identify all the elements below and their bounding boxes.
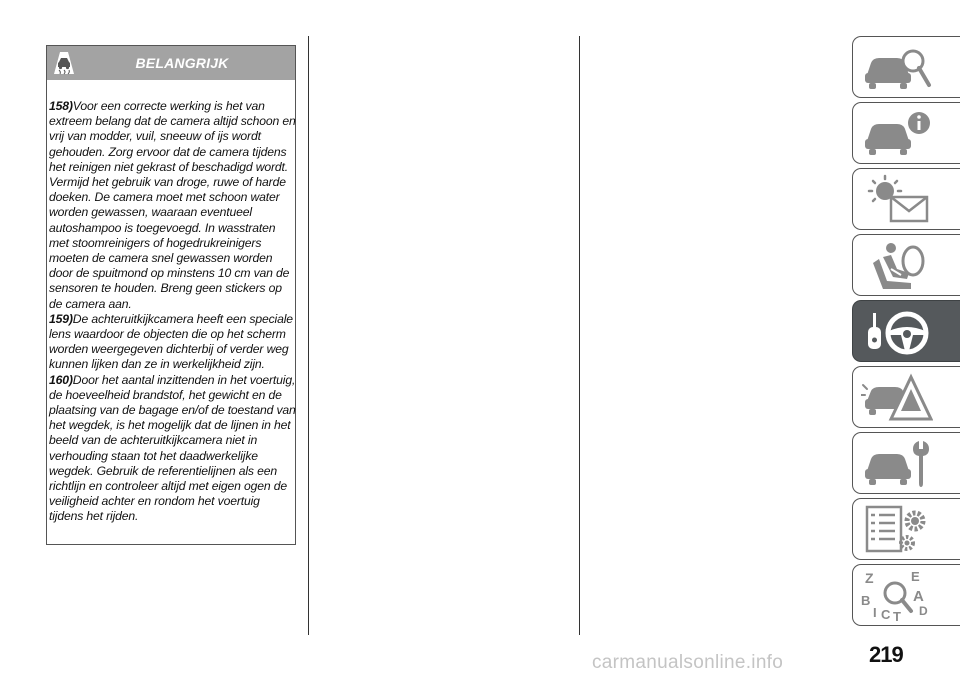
tab-maintenance[interactable] — [852, 432, 960, 494]
warning-header — [47, 46, 295, 80]
tab-car-magnifier[interactable] — [852, 36, 960, 98]
car-skid-icon — [51, 50, 77, 76]
tab-index[interactable] — [852, 564, 960, 626]
car-magnifier-icon — [861, 41, 933, 93]
warning-item — [49, 99, 297, 312]
index-letter: I — [873, 605, 877, 620]
seat-airbag-icon — [861, 239, 933, 291]
warning-box — [46, 45, 296, 545]
index-letter: E — [911, 569, 920, 584]
warning-title: BELANGRIJK — [135, 55, 229, 71]
tab-car-info[interactable] — [852, 102, 960, 164]
specs-list-gear-icon — [861, 503, 933, 555]
column-divider — [579, 36, 580, 635]
item-number: 160) — [49, 372, 73, 387]
tab-warning-lights[interactable] — [852, 168, 960, 230]
car-info-icon — [861, 107, 933, 159]
index-letter: Z — [865, 570, 874, 586]
item-number: 159) — [49, 311, 73, 326]
index-letter: B — [861, 593, 871, 608]
index-letter: C — [881, 607, 891, 621]
tab-technical-data[interactable] — [852, 498, 960, 560]
warning-item — [49, 312, 297, 373]
index-letter: T — [893, 609, 901, 621]
column-divider — [308, 36, 309, 635]
page-number: 219 — [869, 642, 903, 667]
warning-body — [47, 80, 297, 525]
item-text: De achteruitkijkcamera heeft een speciale lens waardoor de objecten die op het scherm worden weergegeven dichterbij of verder weg kunnen lijken dan ze in werkelijkheid zijn. — [49, 311, 293, 372]
item-number: 158) — [49, 99, 73, 113]
alphabet-index-icon — [861, 569, 933, 621]
watermark: carmanualsonline.info — [592, 652, 784, 673]
car-warning-triangle-icon — [861, 371, 933, 423]
item-text: Door het aantal inzittenden in het voertuig, de hoeveelheid brandstof, het gewicht en de plaatsing van de bagage en/of de toestand van het wegdek, is het mogelijk dat de lijnen in het beeld van de achteruitkijkcamera niet in verhouding staan tot het daadwerkelijke wegdek. Gebruik de referentielijnen als een richtlijn en controleer altijd met eigen ogen de veiligheid achter en rondom het voertuig tijdens het rijden. — [49, 372, 296, 524]
index-letter: D — [919, 604, 928, 618]
car-wrench-icon — [861, 437, 933, 489]
key-steering-wheel-icon — [861, 305, 933, 357]
warning-light-message-icon — [861, 173, 933, 225]
tab-emergency[interactable] — [852, 366, 960, 428]
tab-starting-driving[interactable] — [852, 300, 960, 362]
tab-safety[interactable] — [852, 234, 960, 296]
warning-item — [49, 373, 297, 525]
index-letter: A — [913, 588, 924, 605]
item-text: Voor een correcte werking is het van extreem belang dat de camera altijd schoon en vrij van modder, vuil, sneeuw of ijs wordt gehouden. Zorg ervoor dat de camera tijdens het reinigen niet gekrast of beschadigd wordt. Vermijd het gebruik van droge, ruwe of harde doeken. De camera moet met schoon water worden gewassen, waaraan eventueel autoshampoo is toegevoegd. In wasstraten met stoomreinigers of hogedrukreinigers moeten de camera snel gewassen worden door de spuitmond op minstens 10 cm van de sensoren te houden. Breng geen stickers op de camera aan. — [49, 99, 296, 311]
